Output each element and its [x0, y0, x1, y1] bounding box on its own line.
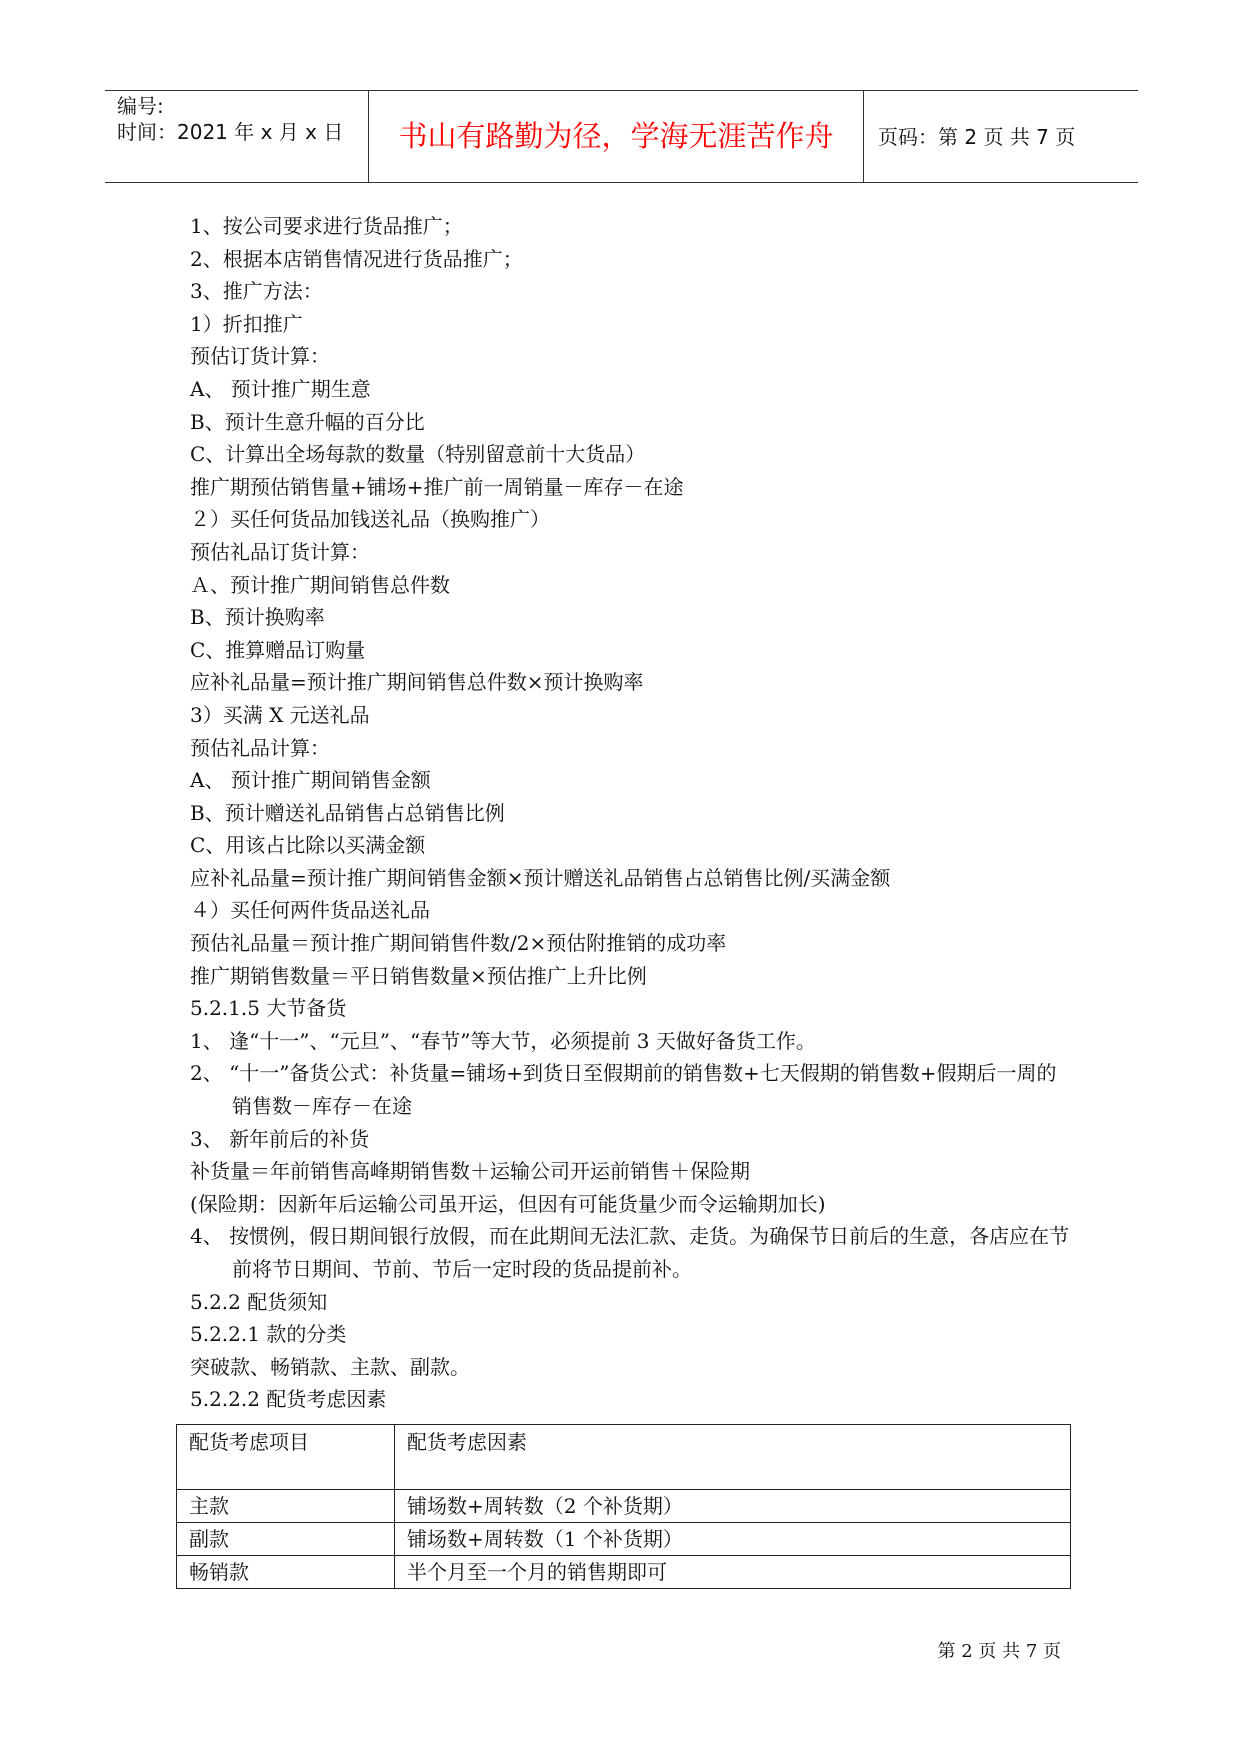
section-heading: 5.2.1.5 大节备货 — [190, 996, 347, 1021]
body-line: 1、按公司要求进行货品推广； — [190, 214, 463, 238]
table-row — [177, 1556, 1071, 1589]
body-line: B、预计生意升幅的百分比 — [190, 409, 425, 434]
header-page-cell — [864, 91, 1138, 182]
body-line: C、用该占比除以买满金额 — [190, 833, 426, 858]
body-line-wrapped: 2、 “十一”备货公式：补货量=铺场+到货日至假期前的销售数+七天假期的销售数+假期后一周的销售数－库存－在途 — [190, 1061, 1057, 1119]
allocation-factors-table — [176, 1424, 1071, 1589]
body-line: 预估订货计算： — [190, 344, 330, 369]
body-line: 预估礼品计算： — [190, 735, 330, 760]
table-cell: 主款 — [177, 1490, 395, 1523]
body-line: 突破款、畅销款、主款、副款。 — [190, 1354, 470, 1379]
page-header — [105, 90, 1138, 183]
section-heading: 5.2.2.2 配货考虑因素 — [190, 1387, 387, 1412]
body-line: 应补礼品量=预计推广期间销售金额×预计赠送礼品销售占总销售比例/买满金额 — [190, 865, 891, 890]
body-line: 1、 逢“十一”、“元旦”、“春节”等大节，必须提前 3 天做好备货工作。 — [190, 1028, 816, 1053]
table-cell: 铺场数+周转数（2 个补货期） — [395, 1490, 1071, 1523]
header-motto-cell — [369, 91, 864, 182]
page-footer: 第 2 页 共 7 页 — [937, 1641, 1061, 1662]
body-line: 推广期预估销售量+铺场+推广前一周销量－库存－在途 — [190, 474, 684, 499]
body-line: 应补礼品量=预计推广期间销售总件数×预计换购率 — [190, 670, 644, 695]
body-line: 补货量＝年前销售高峰期销售数＋运输公司开运前销售＋保险期 — [190, 1159, 750, 1184]
header-page-info: 页码：第 2 页 共 7 页 — [878, 125, 1076, 149]
body-line: A、 预计推广期生意 — [190, 376, 371, 401]
section-heading: 5.2.2 配货须知 — [190, 1289, 328, 1314]
table-header-cell: 配货考虑因素 — [395, 1425, 1071, 1490]
body-line: 3、 新年前后的补货 — [190, 1126, 370, 1151]
body-line: 推广期销售数量＝平日销售数量×预估推广上升比例 — [190, 963, 647, 988]
document-body — [190, 210, 1070, 1416]
header-motto: 书山有路勤为径，学海无涯苦作舟 — [398, 119, 834, 153]
document-time-label: 时间：2021 年 x 月 x 日 — [117, 120, 344, 144]
table-header-cell: 配货考虑项目 — [177, 1425, 395, 1490]
body-line: (保险期：因新年后运输公司虽开运，但因有可能货量少而令运输期加长) — [190, 1191, 826, 1216]
table-cell: 铺场数+周转数（1 个补货期） — [395, 1523, 1071, 1556]
body-line: C、计算出全场每款的数量（特别留意前十大货品） — [190, 442, 646, 467]
body-line: 预估礼品订货计算： — [190, 539, 370, 564]
table-header-row — [177, 1425, 1071, 1490]
table-cell: 副款 — [177, 1523, 395, 1556]
body-line: 3、推广方法： — [190, 279, 323, 304]
body-line: ４）买任何两件货品送礼品 — [190, 898, 430, 923]
body-line: Ａ、预计推广期间销售总件数 — [190, 572, 450, 597]
table-cell: 畅销款 — [177, 1556, 395, 1589]
body-line: A、 预计推广期间销售金额 — [190, 768, 431, 793]
body-line: B、预计换购率 — [190, 605, 325, 630]
document-number-label: 编号: — [117, 94, 164, 118]
body-line: B、预计赠送礼品销售占总销售比例 — [190, 800, 505, 825]
table-row — [177, 1490, 1071, 1523]
body-line: 3）买满 X 元送礼品 — [190, 702, 370, 727]
body-line-wrapped: 4、 按惯例，假日期间银行放假，而在此期间无法汇款、走货。为确保节日前后的生意，各店应在节前将节日期间、节前、节后一定时段的货品提前补。 — [190, 1224, 1070, 1281]
body-line: 2、根据本店销售情况进行货品推广； — [190, 246, 523, 271]
header-meta-cell — [105, 91, 369, 182]
table-row — [177, 1523, 1071, 1556]
body-line: C、推算赠品订购量 — [190, 637, 366, 662]
section-heading: 5.2.2.1 款的分类 — [190, 1322, 347, 1347]
body-line: ２）买任何货品加钱送礼品（换购推广） — [190, 507, 550, 532]
body-line: 预估礼品量＝预计推广期间销售件数/2×预估附推销的成功率 — [190, 931, 727, 956]
table-cell: 半个月至一个月的销售期即可 — [395, 1556, 1071, 1589]
body-line: 1）折扣推广 — [190, 311, 303, 336]
